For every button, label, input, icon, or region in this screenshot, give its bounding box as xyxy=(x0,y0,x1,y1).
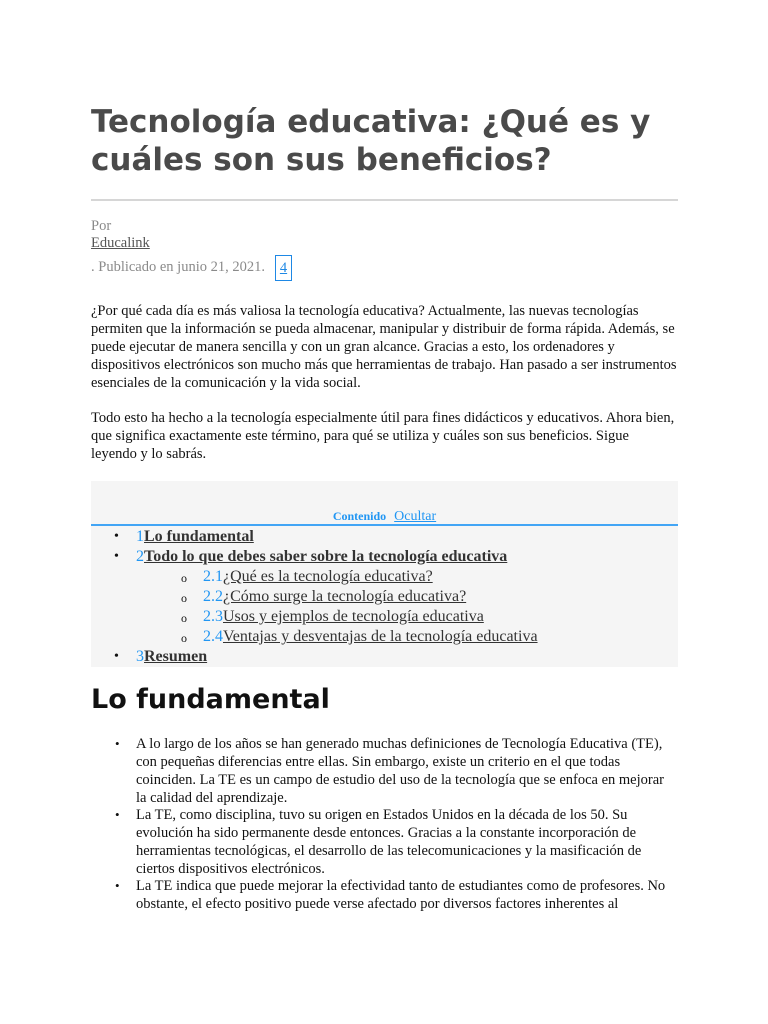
list-item-text: La TE, como disciplina, tuvo su origen en Estados Unidos en la década de los 50. Su evolución ha sido permanente desde entonces. Gracias a la constante incorporación de herramientas tecnológicas, el desarrollo de las telecomunicaciones y la masificación de ciertos dispositivos electrónicos. xyxy=(136,807,642,877)
author-link[interactable]: Educalink xyxy=(91,235,150,251)
toc-subitem[interactable] xyxy=(181,567,433,587)
toc-item-number: 2.3 xyxy=(203,608,223,625)
toc-item-number: 2.4 xyxy=(203,628,223,645)
circle-bullet-icon: o xyxy=(181,571,187,585)
list-item-text: La TE indica que puede mejorar la efectividad tanto de estudiantes como de profesores. No obstante, el efecto positivo puede verse afectado por diversos factores inherentes al xyxy=(136,878,666,912)
toc-divider xyxy=(91,524,678,526)
bullet-icon: • xyxy=(114,649,119,664)
toc-item-label[interactable]: Ventajas y desventajas de la tecnología educativa xyxy=(223,628,538,645)
title-divider xyxy=(91,199,678,201)
toc-hide-toggle[interactable]: Ocultar xyxy=(394,509,437,524)
page-title: Tecnología educativa: ¿Qué es y cuáles son sus beneficios? xyxy=(91,104,651,178)
list-item xyxy=(115,806,678,878)
toc-subitem[interactable] xyxy=(181,587,467,607)
toc-subitem[interactable] xyxy=(181,627,538,647)
bullet-icon: • xyxy=(114,549,119,564)
byline-label: Por xyxy=(91,218,112,234)
toc-item[interactable] xyxy=(114,547,508,567)
circle-bullet-icon: o xyxy=(181,631,187,645)
toc-header xyxy=(91,507,678,525)
toc-item-label[interactable]: ¿Cómo surge la tecnología educativa? xyxy=(223,588,467,605)
comments-count-link[interactable]: 4 xyxy=(275,255,292,281)
toc-title: Contenido xyxy=(332,509,387,523)
toc-item-number: 3 xyxy=(136,648,144,665)
section-heading: Lo fundamental xyxy=(91,684,330,715)
toc-item-label[interactable]: Resumen xyxy=(144,648,208,665)
publish-date: . Publicado en junio 21, 2021. xyxy=(91,259,265,275)
bullet-icon: • xyxy=(115,736,120,751)
bullet-icon: • xyxy=(115,807,120,822)
list-item xyxy=(115,735,678,807)
bullet-icon: • xyxy=(114,529,119,544)
toc-item-label[interactable]: Todo lo que debes saber sobre la tecnología educativa xyxy=(144,548,508,565)
toc-item-number: 1 xyxy=(136,528,144,545)
circle-bullet-icon: o xyxy=(181,591,187,605)
table-of-contents xyxy=(91,481,678,667)
intro-paragraph: Todo esto ha hecho a la tecnología especialmente útil para fines didácticos y educativos. Ahora bien, que significa exactamente este término, para qué se utiliza y cuáles son sus beneficios. Sigue leyendo y lo sabrás. xyxy=(91,410,675,462)
list-item xyxy=(115,877,678,913)
toc-item-number: 2 xyxy=(136,548,144,565)
toc-item[interactable] xyxy=(114,647,208,667)
bullet-icon: • xyxy=(115,878,120,893)
circle-bullet-icon: o xyxy=(181,611,187,625)
toc-item[interactable] xyxy=(114,527,254,547)
toc-subitem[interactable] xyxy=(181,607,484,627)
toc-item-number: 2.1 xyxy=(203,568,223,585)
list-item-text: A lo largo de los años se han generado muchas definiciones de Tecnología Educativa (TE), con pequeñas diferencias entre ellas. Sin embargo, existe un criterio en el que todas coinciden. La TE es un campo de estudio del uso de la tecnología que se enfoca en mejorar la calidad del aprendizaje. xyxy=(136,736,664,806)
toc-item-label[interactable]: ¿Qué es la tecnología educativa? xyxy=(223,568,433,585)
toc-item-number: 2.2 xyxy=(203,588,223,605)
toc-item-label[interactable]: Usos y ejemplos de tecnología educativa xyxy=(223,608,484,625)
intro-paragraph: ¿Por qué cada día es más valiosa la tecnología educativa? Actualmente, las nuevas tecnologías permiten que la información se pueda almacenar, manipular y distribuir de forma rápida. Además, se puede ejecutar de manera sencilla y con un gran alcance. Gracias a esto, los ordenadores y dispositivos electrónicos son mucho más que herramientas de trabajo. Han pasado a ser instrumentos esenciales de la comunicación y la vida social. xyxy=(91,303,677,391)
toc-item-label[interactable]: Lo fundamental xyxy=(144,528,254,545)
